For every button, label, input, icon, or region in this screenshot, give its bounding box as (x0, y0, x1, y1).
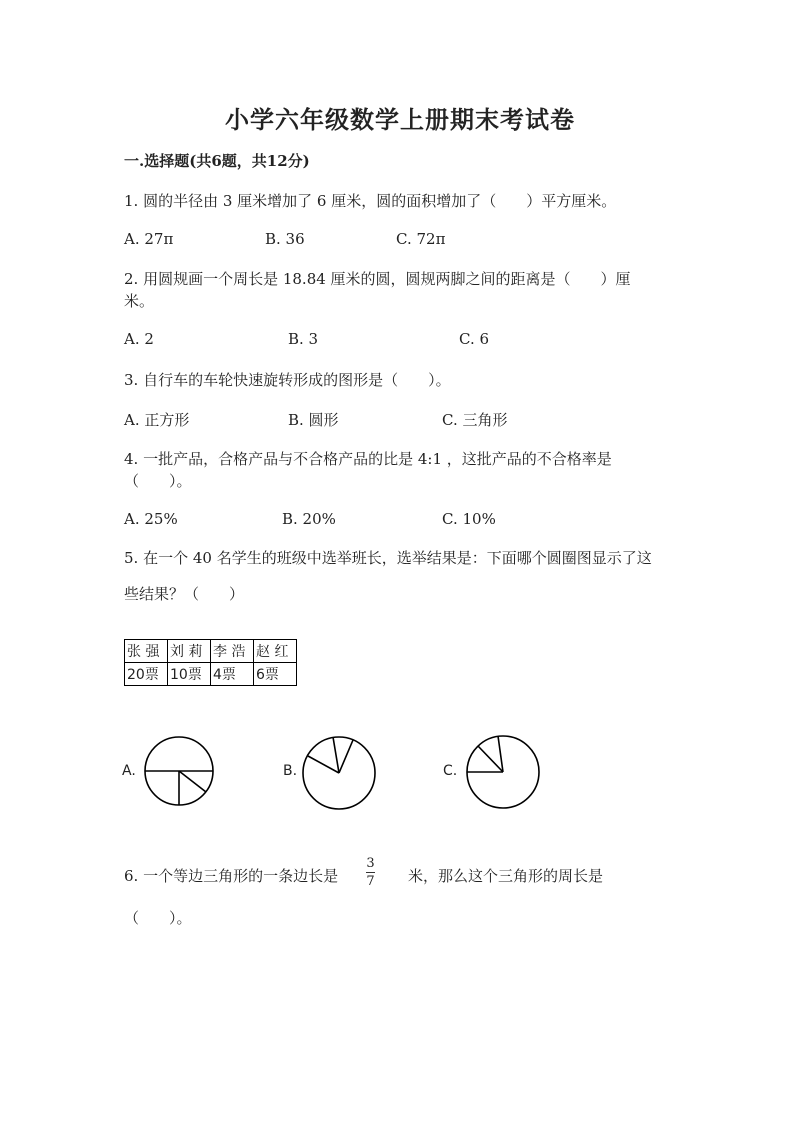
question-1-option-a: A. 27π (124, 230, 174, 248)
section-heading: 一.选择题(共6题，共12分) (124, 152, 310, 170)
question-4-text-line-2: （ ）。 (124, 472, 192, 490)
question-4-text-line-1: 4. 一批产品，合格产品与不合格产品的比是 4:1 ，这批产品的不合格率是 (124, 450, 612, 468)
question-4-option-b: B. 20% (282, 510, 336, 528)
question-6-text-start: 6. 一个等边三角形的一条边长是 (124, 867, 339, 885)
question-6-text-line-2: （ ）。 (124, 909, 192, 927)
table-row (125, 640, 297, 663)
question-2-option-b: B. 3 (288, 330, 319, 348)
table-cell: 刘 莉 (168, 640, 211, 663)
circle-chart-c (464, 733, 542, 811)
table-cell: 李 浩 (211, 640, 254, 663)
circle-option-b-label: B. (283, 763, 298, 779)
question-5-text-line-2: 些结果？（ ） (124, 585, 245, 603)
table-cell: 张 强 (125, 640, 168, 663)
table-row (125, 663, 297, 686)
question-3-option-a: A. 正方形 (124, 411, 190, 429)
question-2-text-line-1: 2. 用圆规画一个周长是 18.84 厘米的圆，圆规两脚之间的距离是（ ）厘 (124, 270, 631, 288)
circle-chart-a (142, 734, 216, 808)
page-title: 小学六年级数学上册期末考试卷 (225, 105, 575, 134)
circle-option-c-label: C. (443, 763, 458, 779)
question-2-text-line-2: 米。 (124, 292, 155, 310)
table-cell: 赵 红 (254, 640, 297, 663)
fraction-numerator: 3 (366, 856, 375, 871)
vote-results-table (124, 639, 297, 686)
question-5-text-line-1: 5. 在一个 40 名学生的班级中选举班长，选举结果是：下面哪个圆圈图显示了这 (124, 549, 652, 567)
question-4-option-c: C. 10% (442, 510, 496, 528)
question-4-option-a: A. 25% (124, 510, 178, 528)
side-length-fraction (366, 857, 375, 888)
question-3-text: 3. 自行车的车轮快速旋转形成的图形是（ ）。 (124, 371, 451, 389)
fraction-bar (366, 872, 375, 873)
question-2-option-c: C. 6 (459, 330, 490, 348)
table-cell: 4票 (211, 663, 254, 686)
circle-option-a-label: A. (122, 763, 136, 779)
question-2-option-a: A. 2 (124, 330, 154, 348)
circle-chart-b (300, 734, 378, 812)
question-3-option-c: C. 三角形 (442, 411, 508, 429)
question-1-option-c: C. 72π (396, 230, 446, 248)
table-cell: 20票 (125, 663, 168, 686)
question-6-text-end: 米，那么这个三角形的周长是 (408, 867, 604, 885)
question-3-option-b: B. 圆形 (288, 411, 339, 429)
table-cell: 10票 (168, 663, 211, 686)
fraction-denominator: 7 (366, 874, 375, 889)
question-1-option-b: B. 36 (265, 230, 305, 248)
table-cell: 6票 (254, 663, 297, 686)
question-1-text: 1. 圆的半径由 3 厘米增加了 6 厘米，圆的面积增加了（ ）平方厘米。 (124, 192, 617, 210)
